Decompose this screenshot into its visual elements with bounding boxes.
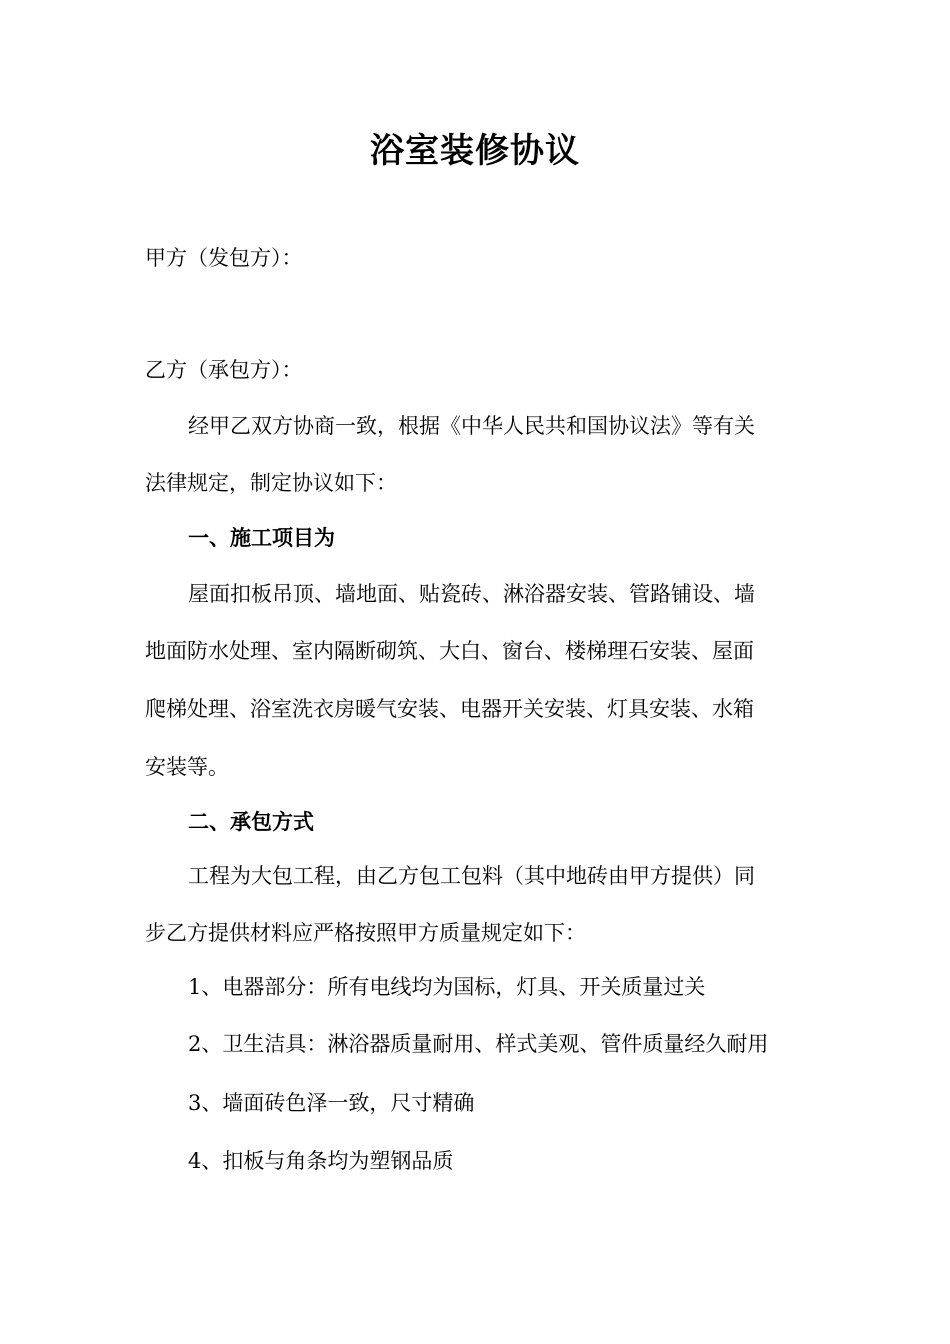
section2-heading: 二、承包方式 bbox=[188, 809, 314, 834]
section1-line-4: 安装等。 bbox=[145, 755, 229, 779]
party-a-label: 甲方（发包方）： bbox=[145, 246, 303, 270]
document-title: 浴室装修协议 bbox=[370, 131, 580, 171]
section2-item-1: 1、电器部分：所有电线均为国标，灯具、开关质量过关 bbox=[188, 975, 706, 999]
section1-heading: 一、施工项目为 bbox=[188, 525, 335, 550]
section2-item-4: 4、扣板与角条均为塑钢品质 bbox=[188, 1149, 454, 1173]
intro-line-2: 法律规定，制定协议如下： bbox=[145, 471, 397, 495]
section1-line-3: 爬梯处理、浴室洗衣房暖气安装、电器开关安装、灯具安装、水箱 bbox=[145, 697, 754, 721]
party-b-label: 乙方（承包方）： bbox=[145, 358, 303, 382]
section2-line-1: 工程为大包工程，由乙方包工包料（其中地砖由甲方提供）同 bbox=[188, 864, 755, 888]
intro-line-1: 经甲乙双方协商一致，根据《中华人民共和国协议法》等有关 bbox=[188, 414, 755, 438]
section2-item-2: 2、卫生洁具：淋浴器质量耐用、样式美观、管件质量经久耐用 bbox=[188, 1032, 769, 1056]
section1-line-1: 屋面扣板吊顶、墙地面、贴瓷砖、淋浴器安装、管路铺设、墙 bbox=[188, 582, 755, 606]
section1-line-2: 地面防水处理、室内隔断砌筑、大白、窗台、楼梯理石安装、屋面 bbox=[145, 639, 754, 663]
section2-item-3: 3、墙面砖色泽一致，尺寸精确 bbox=[188, 1091, 475, 1115]
section2-line-2: 步乙方提供材料应严格按照甲方质量规定如下： bbox=[145, 921, 586, 945]
